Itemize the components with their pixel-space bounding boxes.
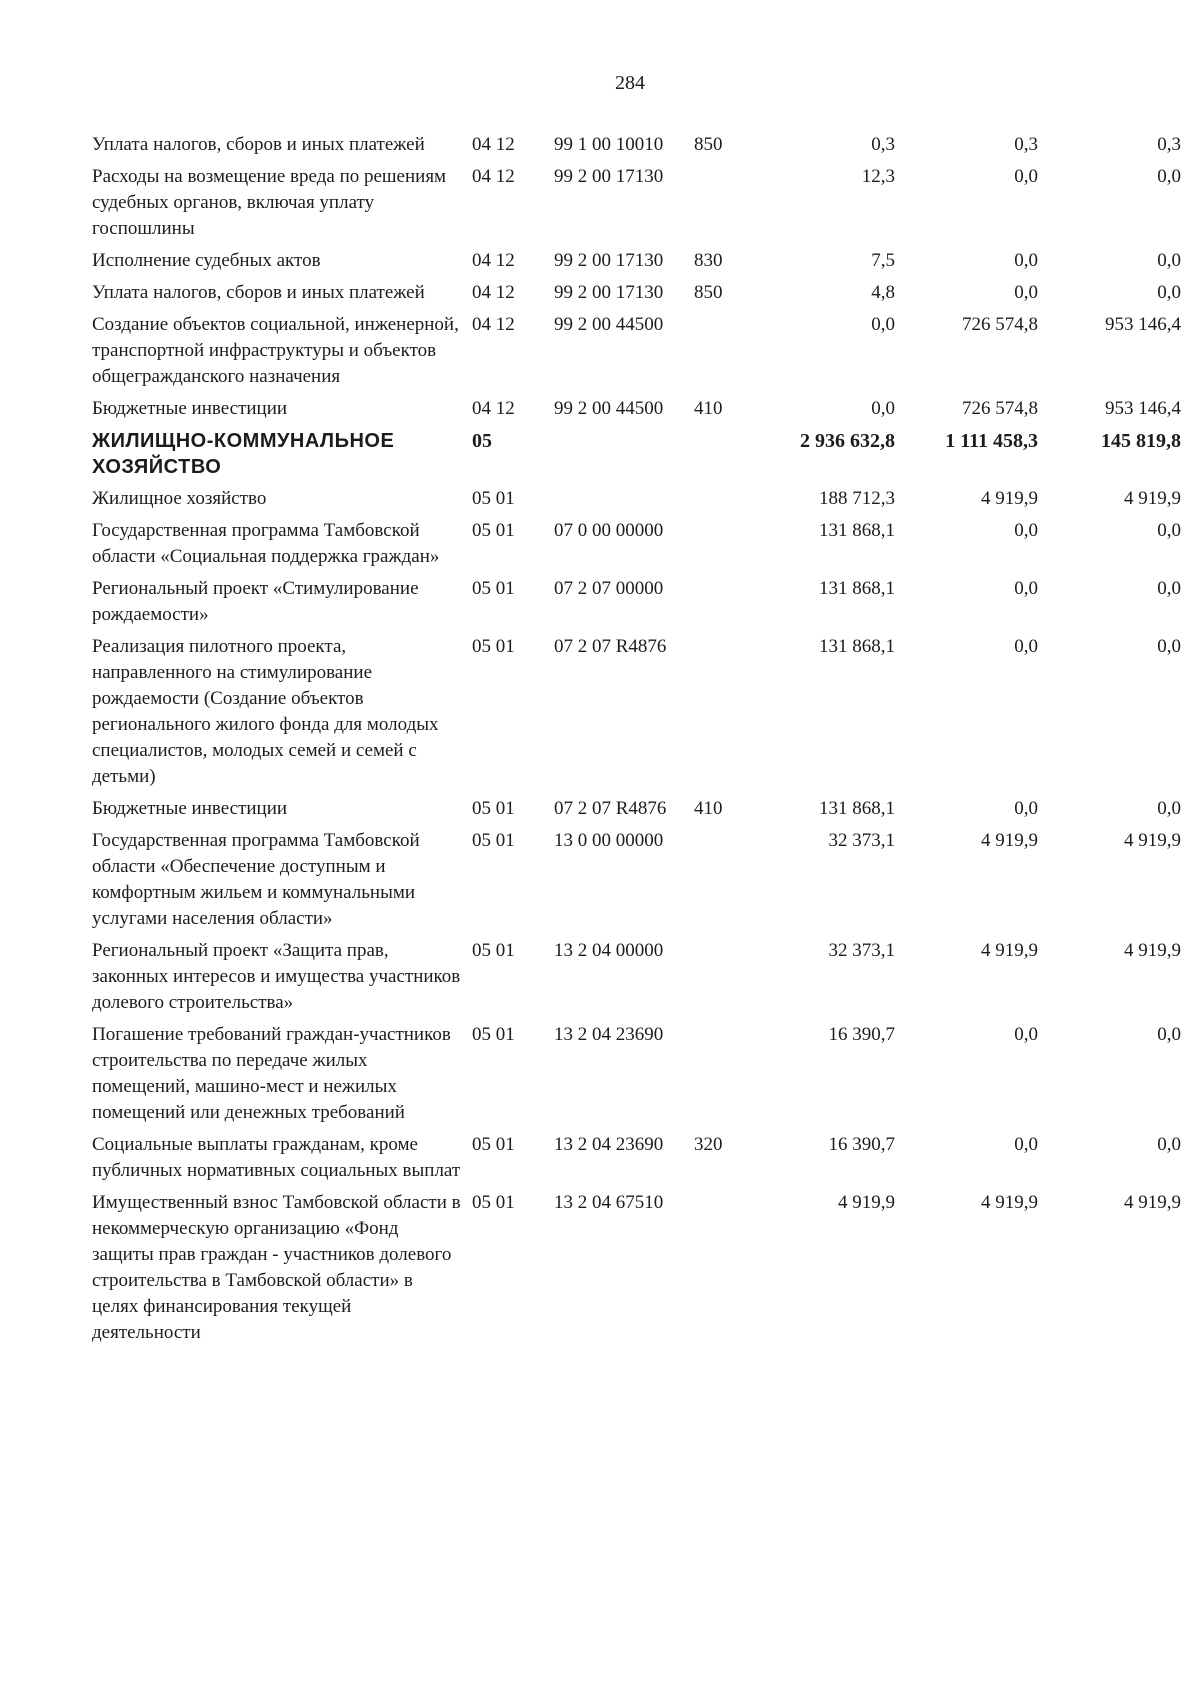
- row-section-code: 05 01: [472, 1024, 515, 1045]
- row-target-code: 99 2 00 17130: [554, 166, 664, 187]
- row-target-code: 13 2 04 00000: [554, 940, 664, 961]
- row-name: Уплата налогов, сборов и иных платежей: [92, 134, 425, 155]
- row-name: Региональный проект «Защита прав, законных интересов и имущества участников долевого строительства»: [92, 940, 461, 1013]
- row-name: Бюджетные инвестиции: [92, 798, 288, 819]
- row-section-code: 04 12: [472, 134, 515, 155]
- row-amount-year1: 188 712,3: [819, 488, 895, 509]
- table-row: [92, 576, 1182, 628]
- budget-table: [92, 132, 1182, 1352]
- row-name: Социальные выплаты гражданам, кроме публичных нормативных социальных выплат: [92, 1134, 461, 1181]
- page-number: 284: [615, 72, 645, 94]
- row-amount-year2: 4 919,9: [981, 1192, 1038, 1213]
- row-amount-year2: 0,0: [1014, 250, 1038, 271]
- row-name: Региональный проект «Стимулирование рождаемости»: [92, 578, 419, 625]
- row-amount-year2: 4 919,9: [981, 488, 1038, 509]
- row-amount-year3: 0,0: [1157, 636, 1181, 657]
- table-row: [92, 1022, 1182, 1126]
- table-row: [92, 280, 1182, 306]
- row-target-code: 07 2 07 00000: [554, 578, 664, 599]
- row-amount-year1: 16 390,7: [828, 1024, 895, 1045]
- row-section-code: 05 01: [472, 520, 515, 541]
- row-amount-year1: 131 868,1: [819, 578, 895, 599]
- row-amount-year1: 12,3: [861, 166, 895, 187]
- row-amount-year3: 145 819,8: [1101, 430, 1181, 452]
- row-amount-year1: 131 868,1: [819, 520, 895, 541]
- row-amount-year3: 4 919,9: [1124, 830, 1181, 851]
- row-section-code: 05 01: [472, 636, 515, 657]
- row-amount-year2: 4 919,9: [981, 830, 1038, 851]
- row-target-code: 99 1 00 10010: [554, 134, 664, 155]
- row-amount-year1: 0,0: [871, 314, 895, 335]
- row-name: Исполнение судебных актов: [92, 250, 321, 271]
- row-expense-type: 320: [694, 1134, 723, 1155]
- row-name: Государственная программа Тамбовской области «Социальная поддержка граждан»: [92, 520, 440, 567]
- row-section-code: 05 01: [472, 1192, 515, 1213]
- row-expense-type: 850: [694, 134, 723, 155]
- row-name: Государственная программа Тамбовской области «Обеспечение доступным и комфортным жильем и коммунальными услугами населения области»: [92, 830, 420, 929]
- table-row: [92, 248, 1182, 274]
- table-row: [92, 164, 1182, 242]
- row-name: Создание объектов социальной, инженерной, транспортной инфраструктуры и объектов общегражданского назначения: [92, 314, 459, 387]
- row-name: Реализация пилотного проекта, направленного на стимулирование рождаемости (Создание объектов регионального жилого фонда для молодых специалистов, молодых семей и семей с детьми): [92, 636, 439, 787]
- row-target-code: 99 2 00 44500: [554, 314, 664, 335]
- row-amount-year2: 0,3: [1014, 134, 1038, 155]
- table-row: [92, 1190, 1182, 1346]
- row-name: ЖИЛИЩНО-КОММУНАЛЬНОЕ ХОЗЯЙСТВО: [92, 430, 395, 478]
- row-amount-year3: 0,0: [1157, 520, 1181, 541]
- table-row: [92, 312, 1182, 390]
- row-amount-year3: 0,0: [1157, 798, 1181, 819]
- row-section-code: 05 01: [472, 1134, 515, 1155]
- row-expense-type: 850: [694, 282, 723, 303]
- row-section-code: 04 12: [472, 282, 515, 303]
- row-name: Бюджетные инвестиции: [92, 398, 288, 419]
- row-amount-year3: 4 919,9: [1124, 1192, 1181, 1213]
- row-expense-type: 830: [694, 250, 723, 271]
- row-section-code: 05 01: [472, 798, 515, 819]
- row-target-code: 13 2 04 23690: [554, 1024, 664, 1045]
- row-amount-year1: 2 936 632,8: [800, 430, 895, 452]
- row-target-code: 13 2 04 67510: [554, 1192, 664, 1213]
- row-section-code: 05 01: [472, 488, 515, 509]
- row-amount-year1: 0,3: [871, 134, 895, 155]
- row-amount-year1: 0,0: [871, 398, 895, 419]
- row-amount-year3: 0,0: [1157, 250, 1181, 271]
- row-amount-year1: 4 919,9: [838, 1192, 895, 1213]
- row-amount-year2: 726 574,8: [962, 314, 1038, 335]
- row-expense-type: 410: [694, 798, 723, 819]
- row-amount-year2: 0,0: [1014, 1024, 1038, 1045]
- table-row: [92, 428, 1182, 480]
- row-amount-year3: 953 146,4: [1105, 398, 1181, 419]
- row-name: Жилищное хозяйство: [92, 488, 267, 509]
- row-target-code: 07 2 07 R4876: [554, 798, 667, 819]
- row-amount-year2: 0,0: [1014, 798, 1038, 819]
- table-row: [92, 396, 1182, 422]
- table-row: [92, 634, 1182, 790]
- row-section-code: 04 12: [472, 314, 515, 335]
- row-target-code: 07 0 00 00000: [554, 520, 664, 541]
- row-amount-year1: 32 373,1: [828, 940, 895, 961]
- row-amount-year3: 0,0: [1157, 166, 1181, 187]
- row-target-code: 99 2 00 44500: [554, 398, 664, 419]
- row-section-code: 05: [472, 430, 492, 452]
- row-amount-year3: 0,0: [1157, 1024, 1181, 1045]
- row-amount-year1: 4,8: [871, 282, 895, 303]
- row-amount-year1: 16 390,7: [828, 1134, 895, 1155]
- row-amount-year3: 4 919,9: [1124, 940, 1181, 961]
- row-amount-year3: 0,0: [1157, 578, 1181, 599]
- row-target-code: 13 0 00 00000: [554, 830, 664, 851]
- row-section-code: 05 01: [472, 940, 515, 961]
- row-target-code: 99 2 00 17130: [554, 250, 664, 271]
- row-amount-year1: 32 373,1: [828, 830, 895, 851]
- row-section-code: 05 01: [472, 830, 515, 851]
- table-row: [92, 518, 1182, 570]
- row-section-code: 04 12: [472, 250, 515, 271]
- table-row: [92, 1132, 1182, 1184]
- row-amount-year2: 0,0: [1014, 166, 1038, 187]
- row-section-code: 04 12: [472, 398, 515, 419]
- row-amount-year3: 0,3: [1157, 134, 1181, 155]
- table-row: [92, 796, 1182, 822]
- row-amount-year2: 0,0: [1014, 282, 1038, 303]
- row-target-code: 99 2 00 17130: [554, 282, 664, 303]
- table-row: [92, 938, 1182, 1016]
- row-amount-year2: 726 574,8: [962, 398, 1038, 419]
- row-name: Расходы на возмещение вреда по решениям судебных органов, включая уплату госпошлины: [92, 166, 447, 239]
- row-amount-year3: 0,0: [1157, 1134, 1181, 1155]
- row-target-code: 13 2 04 23690: [554, 1134, 664, 1155]
- row-section-code: 05 01: [472, 578, 515, 599]
- row-amount-year1: 131 868,1: [819, 636, 895, 657]
- row-amount-year1: 131 868,1: [819, 798, 895, 819]
- row-amount-year2: 1 111 458,3: [945, 430, 1038, 452]
- table-row: [92, 486, 1182, 512]
- row-section-code: 04 12: [472, 166, 515, 187]
- table-row: [92, 132, 1182, 158]
- table-row: [92, 828, 1182, 932]
- row-amount-year3: 4 919,9: [1124, 488, 1181, 509]
- row-amount-year2: 0,0: [1014, 578, 1038, 599]
- row-amount-year2: 4 919,9: [981, 940, 1038, 961]
- row-name: Погашение требований граждан-участников строительства по передаче жилых помещений, машино-мест и нежилых помещений или денежных требований: [92, 1024, 451, 1123]
- row-amount-year2: 0,0: [1014, 1134, 1038, 1155]
- row-target-code: 07 2 07 R4876: [554, 636, 667, 657]
- row-amount-year2: 0,0: [1014, 636, 1038, 657]
- row-amount-year1: 7,5: [871, 250, 895, 271]
- row-name: Имущественный взнос Тамбовской области в некоммерческую организацию «Фонд защиты прав граждан - участников долевого строительства в Тамбовской области» в целях финансирования текущей деятельности: [92, 1192, 461, 1343]
- row-expense-type: 410: [694, 398, 723, 419]
- row-amount-year3: 953 146,4: [1105, 314, 1181, 335]
- row-name: Уплата налогов, сборов и иных платежей: [92, 282, 425, 303]
- row-amount-year2: 0,0: [1014, 520, 1038, 541]
- row-amount-year3: 0,0: [1157, 282, 1181, 303]
